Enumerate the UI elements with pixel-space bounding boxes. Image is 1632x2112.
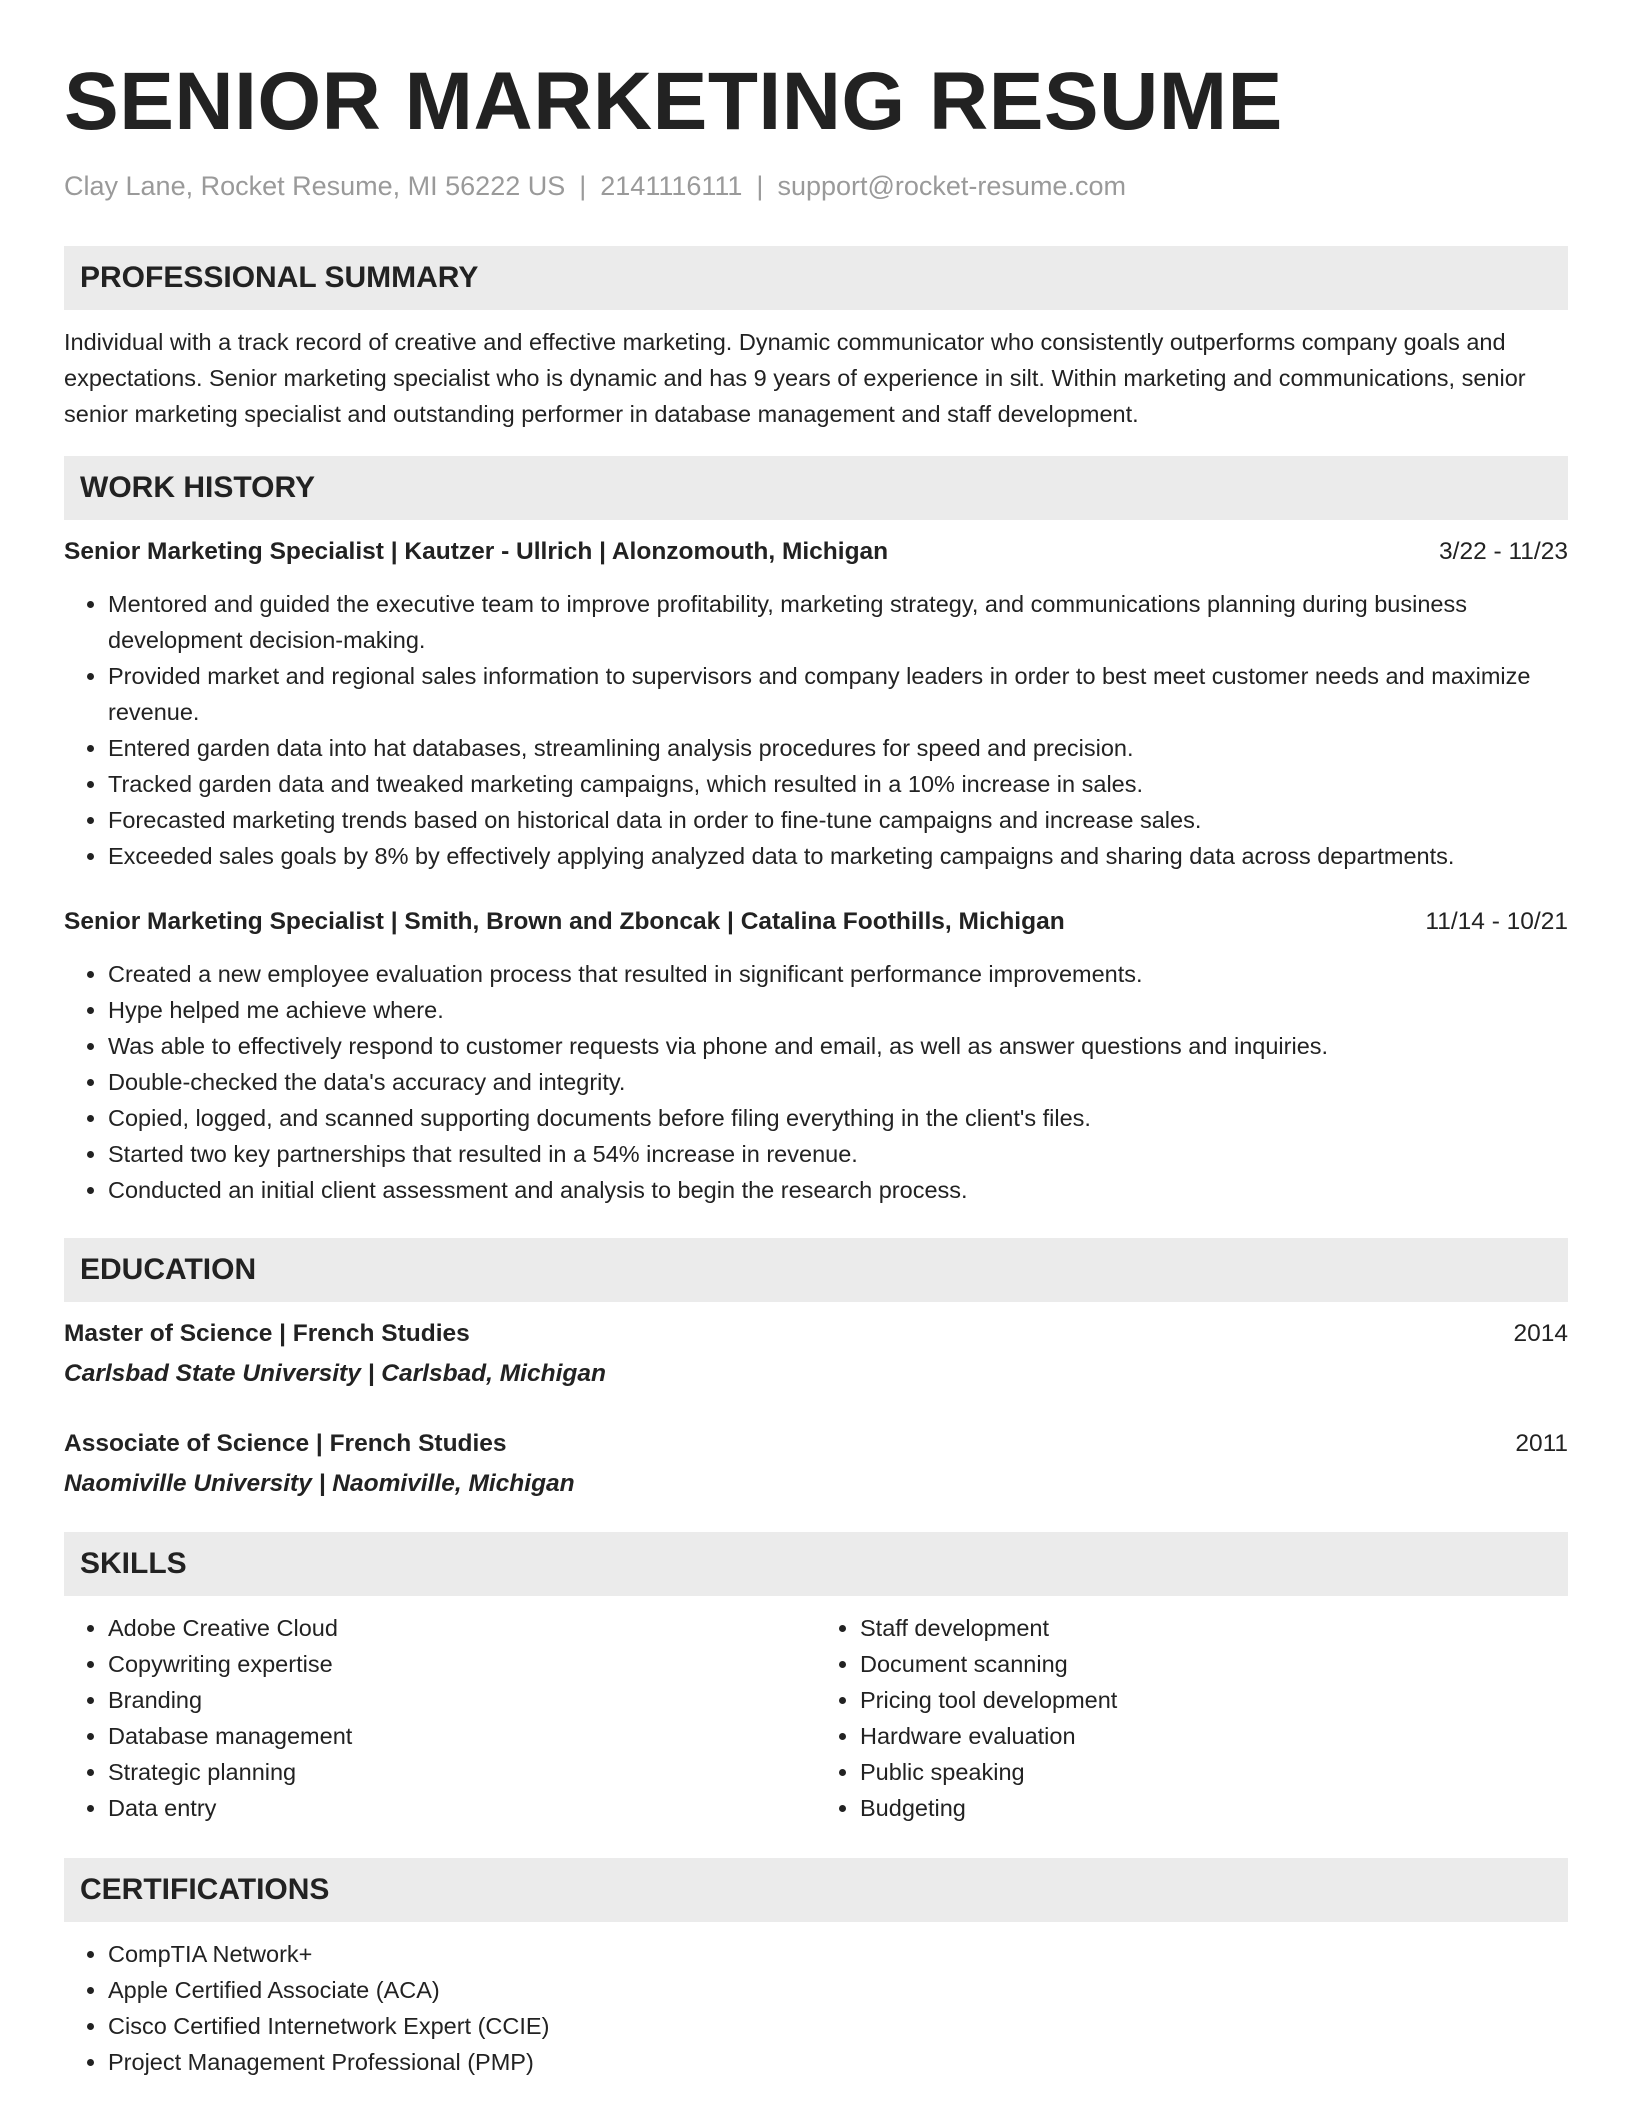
education-header <box>64 1426 1568 1462</box>
job-bullet: • Exceeded sales goals by 8% by effectively applying analyzed data to marketing campaigns and sharing data across departments. <box>108 838 1568 874</box>
skill-item: • Database management <box>108 1718 816 1754</box>
education-year: 2011 <box>1515 1430 1568 1457</box>
skills-column-right <box>816 1610 1568 1826</box>
job-bullet: • Entered garden data into hat databases, streamlining analysis procedures for speed and precision. <box>108 730 1568 766</box>
education-entry <box>64 1426 1568 1502</box>
job-bullet: • Started two key partnerships that resulted in a 54% increase in revenue. <box>108 1136 1568 1172</box>
education-header <box>64 1316 1568 1352</box>
job-bullet: • Provided market and regional sales information to supervisors and company leaders in order to best meet customer needs and maximize revenue. <box>108 658 1568 730</box>
skills-list <box>64 1610 1568 1826</box>
skill-item: • Budgeting <box>860 1790 1568 1826</box>
skill-item: • Pricing tool development <box>860 1682 1568 1718</box>
skill-item: • Hardware evaluation <box>860 1718 1568 1754</box>
certification-item: • Project Management Professional (PMP) <box>108 2044 1568 2080</box>
education-degree: Associate of Science | French Studies <box>64 1430 507 1457</box>
job-title: Senior Marketing Specialist | Smith, Brown and Zboncak | Catalina Foothills, Michigan <box>64 908 1065 935</box>
skill-item: • Strategic planning <box>108 1754 816 1790</box>
section-heading-certifications: CERTIFICATIONS <box>64 1858 1568 1922</box>
job-header <box>64 904 1568 940</box>
job-title: Senior Marketing Specialist | Kautzer - Ullrich | Alonzomouth, Michigan <box>64 538 889 565</box>
section-heading-summary: PROFESSIONAL SUMMARY <box>64 246 1568 310</box>
job-bullet: • Created a new employee evaluation process that resulted in significant performance improvements. <box>108 956 1568 992</box>
job-header <box>64 534 1568 570</box>
resume-title: SENIOR MARKETING RESUME <box>64 56 1283 147</box>
skill-item: • Adobe Creative Cloud <box>108 1610 816 1646</box>
education-school: Carlsbad State University | Carlsbad, Michigan <box>64 1360 606 1387</box>
skill-item: • Branding <box>108 1682 816 1718</box>
job-entry <box>64 904 1568 1208</box>
contact-phone: 2141116111 <box>600 171 743 201</box>
contact-email: support@rocket-resume.com <box>777 171 1126 201</box>
certification-item: • CompTIA Network+ <box>108 1936 1568 1972</box>
skill-item: • Staff development <box>860 1610 1568 1646</box>
contact-separator: | <box>579 171 587 201</box>
education-school: Naomiville University | Naomiville, Michigan <box>64 1470 575 1497</box>
section-heading-education: EDUCATION <box>64 1238 1568 1302</box>
section-heading-skills: SKILLS <box>64 1532 1568 1596</box>
job-bullet: • Hype helped me achieve where. <box>108 992 1568 1028</box>
section-heading-work: WORK HISTORY <box>64 456 1568 520</box>
job-bullet: • Double-checked the data's accuracy and integrity. <box>108 1064 1568 1100</box>
job-dates: 11/14 - 10/21 <box>1425 908 1568 935</box>
certification-item: • Cisco Certified Internetwork Expert (CCIE) <box>108 2008 1568 2044</box>
job-bullet: • Forecasted marketing trends based on historical data in order to fine-tune campaigns and increase sales. <box>108 802 1568 838</box>
job-bullet: • Tracked garden data and tweaked marketing campaigns, which resulted in a 10% increase in sales. <box>108 766 1568 802</box>
education-year: 2014 <box>1513 1320 1568 1347</box>
certification-item: • Apple Certified Associate (ACA) <box>108 1972 1568 2008</box>
contact-address: Clay Lane, Rocket Resume, MI 56222 US <box>64 171 566 201</box>
skill-item: • Copywriting expertise <box>108 1646 816 1682</box>
skill-item: • Data entry <box>108 1790 816 1826</box>
skill-item: • Document scanning <box>860 1646 1568 1682</box>
certifications-list <box>64 1936 1568 2080</box>
job-bullet: • Copied, logged, and scanned supporting documents before filing everything in the client's files. <box>108 1100 1568 1136</box>
job-entry <box>64 534 1568 874</box>
contact-line <box>64 166 1568 206</box>
contact-separator: | <box>756 171 764 201</box>
education-entry <box>64 1316 1568 1392</box>
job-bullet: • Was able to effectively respond to customer requests via phone and email, as well as answer questions and inquiries. <box>108 1028 1568 1064</box>
skills-column-left <box>64 1610 816 1826</box>
job-bullets <box>64 956 1568 1208</box>
job-dates: 3/22 - 11/23 <box>1439 538 1568 565</box>
skill-item: • Public speaking <box>860 1754 1568 1790</box>
job-bullet: • Mentored and guided the executive team to improve profitability, marketing strategy, and communications planning during business development decision-making. <box>108 586 1568 658</box>
summary-text: Individual with a track record of creative and effective marketing. Dynamic communicator who consistently outperforms company goals and expectations. Senior marketing specialist who is dynamic and has 9 years of experience in silt. Within marketing and communications, senior senior marketing specialist and outstanding performer in database management and staff development. <box>64 329 1526 427</box>
job-bullets <box>64 586 1568 874</box>
education-degree: Master of Science | French Studies <box>64 1320 470 1347</box>
job-bullet: • Conducted an initial client assessment and analysis to begin the research process. <box>108 1172 1568 1208</box>
